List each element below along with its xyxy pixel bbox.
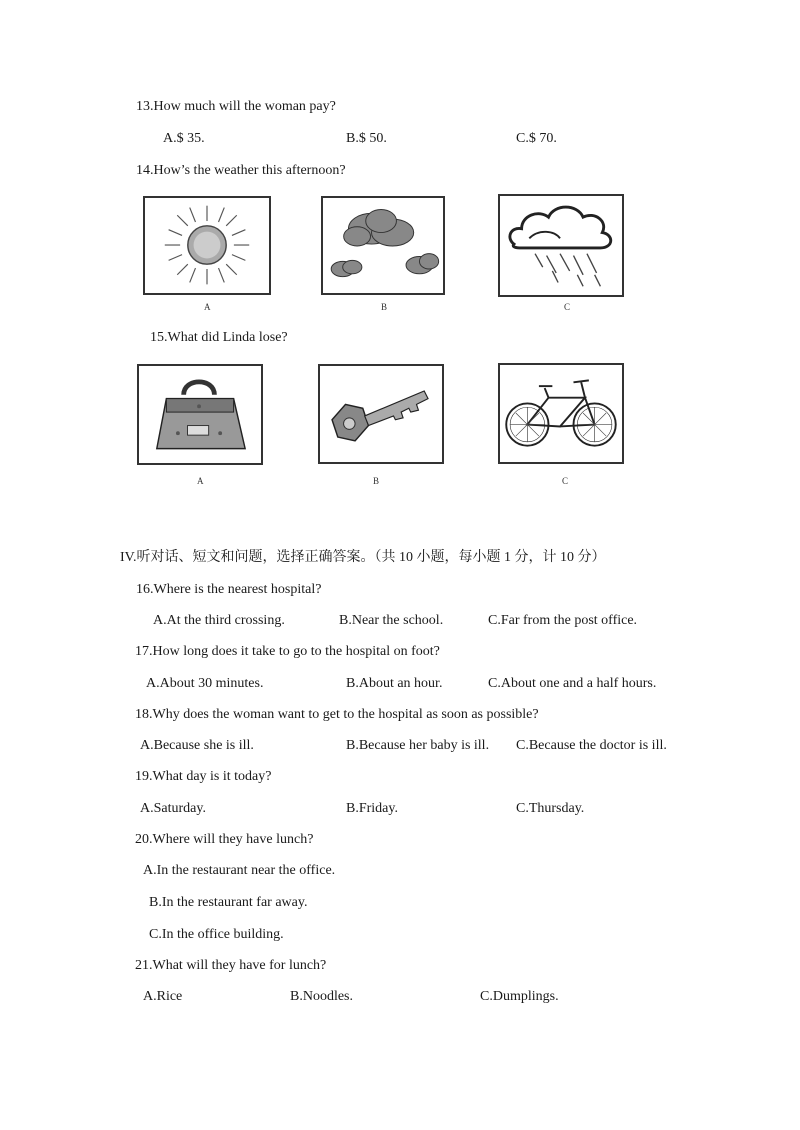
bicycle-picture[interactable] bbox=[498, 363, 624, 464]
q16-option-c[interactable]: C.Far from the post office. bbox=[488, 613, 638, 628]
q13-option-b[interactable]: B.$ 50. bbox=[346, 131, 387, 146]
q19-option-b[interactable]: B.Friday. bbox=[346, 801, 398, 816]
q13-option-a[interactable]: A.$ 35. bbox=[163, 131, 205, 146]
question-15: 15.What did Linda lose? bbox=[150, 330, 288, 345]
q18-option-c[interactable]: C.Because the doctor is ill. bbox=[516, 738, 667, 753]
cloudy-picture[interactable] bbox=[321, 196, 445, 295]
handbag-picture[interactable] bbox=[137, 364, 263, 465]
q16-option-a[interactable]: A.At the third crossing. bbox=[153, 613, 285, 628]
q20-option-c[interactable]: C.In the office building. bbox=[149, 927, 284, 942]
question-18: 18.Why does the woman want to get to the hospital as soon as possible? bbox=[135, 707, 539, 722]
q15-label-c: C bbox=[562, 476, 569, 486]
q15-label-b: B bbox=[373, 476, 380, 486]
q16-option-b[interactable]: B.Near the school. bbox=[339, 613, 444, 628]
question-16: 16.Where is the nearest hospital? bbox=[136, 582, 322, 597]
rain-icon bbox=[500, 196, 622, 295]
q17-option-b[interactable]: B.About an hour. bbox=[346, 676, 443, 691]
sun-picture[interactable] bbox=[143, 196, 271, 295]
q20-option-a[interactable]: A.In the restaurant near the office. bbox=[143, 863, 336, 878]
q13-option-c[interactable]: C.$ 70. bbox=[516, 131, 557, 146]
q21-option-b[interactable]: B.Noodles. bbox=[290, 989, 353, 1004]
key-icon bbox=[320, 366, 442, 462]
section-iv-heading: IV.听对话、短文和问题，选择正确答案。（共 10 小题，每小题 1 分，计 10 分） bbox=[120, 550, 606, 565]
question-20: 20.Where will they have lunch? bbox=[135, 832, 314, 847]
q18-option-a[interactable]: A.Because she is ill. bbox=[140, 738, 254, 753]
question-13: 13.How much will the woman pay? bbox=[136, 99, 336, 114]
q19-option-a[interactable]: A.Saturday. bbox=[140, 801, 206, 816]
sun-icon bbox=[145, 198, 269, 293]
question-19: 19.What day is it today? bbox=[135, 769, 272, 784]
question-17: 17.How long does it take to go to the hospital on foot? bbox=[135, 644, 440, 659]
q20-option-b[interactable]: B.In the restaurant far away. bbox=[149, 895, 308, 910]
q21-option-a[interactable]: A.Rice bbox=[143, 989, 183, 1004]
q18-option-b[interactable]: B.Because her baby is ill. bbox=[346, 738, 490, 753]
handbag-icon bbox=[139, 366, 261, 463]
cloudy-icon bbox=[323, 198, 443, 293]
q21-option-c[interactable]: C.Dumplings. bbox=[480, 989, 559, 1004]
q14-label-c: C bbox=[564, 302, 571, 312]
rain-picture[interactable] bbox=[498, 194, 624, 297]
bicycle-icon bbox=[500, 365, 622, 462]
q15-label-a: A bbox=[197, 476, 204, 486]
q14-label-b: B bbox=[381, 302, 388, 312]
q19-option-c[interactable]: C.Thursday. bbox=[516, 801, 585, 816]
q14-label-a: A bbox=[204, 302, 211, 312]
q17-option-a[interactable]: A.About 30 minutes. bbox=[146, 676, 264, 691]
key-picture[interactable] bbox=[318, 364, 444, 464]
q17-option-c[interactable]: C.About one and a half hours. bbox=[488, 676, 657, 691]
question-14: 14.How’s the weather this afternoon? bbox=[136, 163, 346, 178]
question-21: 21.What will they have for lunch? bbox=[135, 958, 327, 973]
